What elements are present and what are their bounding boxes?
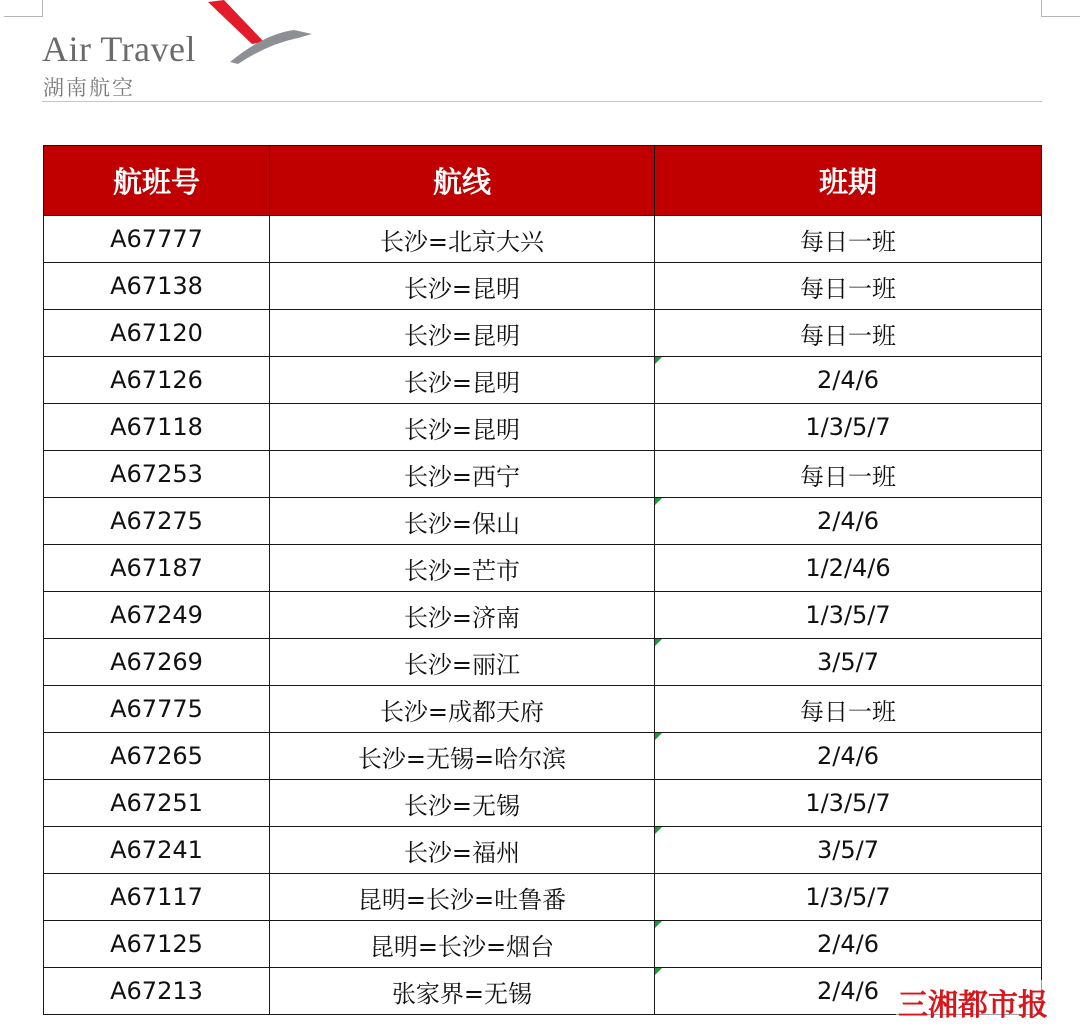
schedule-cell: 每日一班	[655, 451, 1042, 498]
flight-number-cell: A67120	[44, 310, 270, 357]
schedule-cell: 1/3/5/7	[655, 404, 1042, 451]
table-row	[44, 827, 1042, 874]
schedule-cell: 2/4/6	[655, 921, 1042, 968]
page-header	[42, 0, 1042, 102]
flight-schedule-table	[43, 145, 1042, 1015]
route-cell: 长沙=丽江	[270, 639, 655, 686]
route-cell: 昆明=长沙=烟台	[270, 921, 655, 968]
schedule-cell: 每日一班	[655, 263, 1042, 310]
column-header-schedule: 班期	[655, 146, 1042, 216]
flight-number-cell: A67241	[44, 827, 270, 874]
route-cell: 长沙=福州	[270, 827, 655, 874]
route-cell: 长沙=昆明	[270, 357, 655, 404]
flight-number-cell: A67213	[44, 968, 270, 1015]
flight-number-cell: A67777	[44, 216, 270, 263]
flight-number-cell: A67187	[44, 545, 270, 592]
table-header-row	[44, 146, 1042, 216]
crop-mark-top-right	[1041, 0, 1080, 17]
flight-number-cell: A67249	[44, 592, 270, 639]
route-cell: 昆明=长沙=吐鲁番	[270, 874, 655, 921]
schedule-cell: 2/4/6	[655, 357, 1042, 404]
table-row	[44, 545, 1042, 592]
newspaper-watermark: 三湘都市报	[896, 980, 1050, 1024]
airline-bird-logo-icon	[202, 0, 314, 66]
route-cell: 长沙=昆明	[270, 310, 655, 357]
table-row	[44, 921, 1042, 968]
schedule-cell: 每日一班	[655, 216, 1042, 263]
flight-number-cell: A67253	[44, 451, 270, 498]
flight-number-cell: A67126	[44, 357, 270, 404]
route-cell: 长沙=保山	[270, 498, 655, 545]
table-row	[44, 404, 1042, 451]
table-row	[44, 498, 1042, 545]
column-header-flight-number: 航班号	[44, 146, 270, 216]
route-cell: 长沙=济南	[270, 592, 655, 639]
logo-text-english: Air Travel	[42, 29, 197, 69]
table-row	[44, 874, 1042, 921]
table-row	[44, 733, 1042, 780]
route-cell: 长沙=昆明	[270, 263, 655, 310]
logo-text-chinese: 湖南航空	[43, 76, 135, 100]
route-cell: 长沙=成都天府	[270, 686, 655, 733]
flight-number-cell: A67117	[44, 874, 270, 921]
table-row	[44, 968, 1042, 1015]
schedule-cell: 2/4/6	[655, 968, 1042, 1015]
table-row	[44, 357, 1042, 404]
table-row	[44, 639, 1042, 686]
route-cell: 长沙=昆明	[270, 404, 655, 451]
schedule-cell: 2/4/6	[655, 733, 1042, 780]
flight-number-cell: A67125	[44, 921, 270, 968]
table-row	[44, 451, 1042, 498]
table-row	[44, 263, 1042, 310]
route-cell: 张家界=无锡	[270, 968, 655, 1015]
route-cell: 长沙=芒市	[270, 545, 655, 592]
table-row	[44, 686, 1042, 733]
route-cell: 长沙=西宁	[270, 451, 655, 498]
flight-number-cell: A67138	[44, 263, 270, 310]
flight-number-cell: A67775	[44, 686, 270, 733]
flight-number-cell: A67275	[44, 498, 270, 545]
schedule-cell: 1/3/5/7	[655, 874, 1042, 921]
schedule-cell: 每日一班	[655, 686, 1042, 733]
flight-number-cell: A67269	[44, 639, 270, 686]
column-header-route: 航线	[270, 146, 655, 216]
schedule-cell: 1/3/5/7	[655, 592, 1042, 639]
schedule-cell: 每日一班	[655, 310, 1042, 357]
schedule-cell: 2/4/6	[655, 498, 1042, 545]
flight-number-cell: A67265	[44, 733, 270, 780]
route-cell: 长沙=北京大兴	[270, 216, 655, 263]
table-row	[44, 310, 1042, 357]
route-cell: 长沙=无锡	[270, 780, 655, 827]
flight-number-cell: A67251	[44, 780, 270, 827]
schedule-cell: 3/5/7	[655, 827, 1042, 874]
schedule-cell: 1/2/4/6	[655, 545, 1042, 592]
flight-number-cell: A67118	[44, 404, 270, 451]
route-cell: 长沙=无锡=哈尔滨	[270, 733, 655, 780]
table-row	[44, 592, 1042, 639]
table-row	[44, 780, 1042, 827]
schedule-cell: 3/5/7	[655, 639, 1042, 686]
crop-mark-top-left	[4, 0, 43, 17]
schedule-cell: 1/3/5/7	[655, 780, 1042, 827]
table-row	[44, 216, 1042, 263]
table-body	[44, 216, 1042, 1015]
